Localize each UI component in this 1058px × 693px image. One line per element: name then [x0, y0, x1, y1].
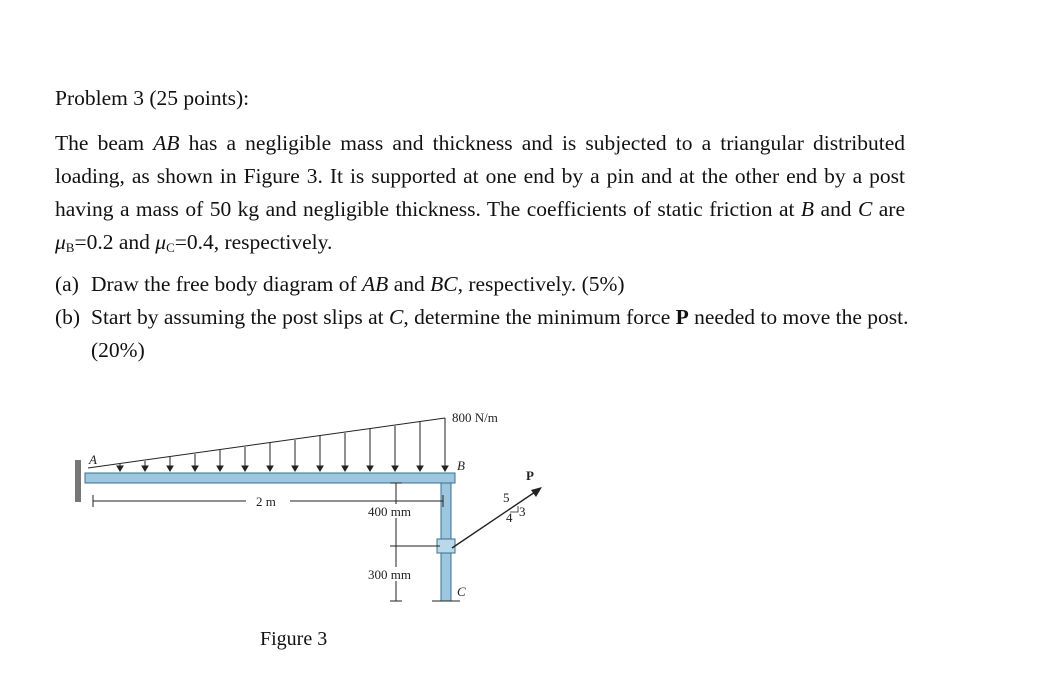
are-word: are [872, 197, 906, 221]
label-c: C [457, 584, 466, 599]
figure-3-diagram [60, 400, 560, 615]
figure-caption: Figure 3 [260, 628, 328, 650]
slope-4: 4 [506, 510, 513, 525]
part-a [55, 268, 915, 301]
mu-c-symbol: μ [155, 230, 167, 254]
part-b-label: (b) [55, 305, 81, 329]
and-word: and [814, 197, 858, 221]
part-b-p: P [675, 305, 689, 329]
mu-b-subscript: B [65, 240, 75, 255]
mu-b-symbol: μ [55, 230, 66, 254]
point-c: C [857, 197, 873, 221]
dim-300-label: 300 mm [368, 567, 411, 582]
label-b: B [457, 458, 465, 473]
slope-3: 3 [519, 504, 526, 519]
part-a-text [91, 268, 915, 301]
intro-text-1: The beam [55, 131, 154, 155]
part-b [55, 301, 915, 367]
part-b-text-3: needed to move the post. (20%) [91, 305, 909, 362]
label-a: A [89, 452, 97, 467]
part-a-text-1: Draw the free body diagram of [91, 272, 363, 296]
part-a-ab: AB [362, 272, 389, 296]
part-b-c: C [389, 305, 404, 329]
part-b-text [91, 301, 915, 367]
part-a-and: and [388, 272, 431, 296]
mu-b-value: =0.2 and [74, 230, 156, 254]
dim-400-label: 400 mm [368, 504, 411, 519]
problem-statement [55, 127, 905, 264]
part-a-label: (a) [55, 272, 79, 296]
problem-title: Problem 3 (25 points): [55, 86, 250, 110]
part-b-text-1: Start by assuming the post slips at [91, 305, 390, 329]
part-a-text-2: , respectively. (5%) [457, 272, 625, 296]
load-arrows [117, 418, 448, 471]
label-p: P [526, 468, 534, 483]
wall-support [75, 460, 81, 502]
mu-c-subscript: C [166, 240, 175, 255]
point-b: B [800, 197, 815, 221]
slope-5: 5 [503, 490, 510, 505]
mu-c-value: =0.4, respectively. [174, 230, 333, 254]
question-parts [55, 268, 915, 367]
load-label: 800 N/m [452, 410, 498, 425]
intro-text-2: has a negligible mass and thickness and is subjected to a triangular distributed loading, as shown in Figure 3. It is supported at one end by a pin and at the other end by a post having a mass of 50 kg and negligible thickness. The coefficients of static friction at [55, 131, 905, 221]
beam-ab [85, 473, 455, 483]
load-top-line [88, 418, 445, 468]
beam-name: AB [153, 131, 180, 155]
force-p-arrowhead [531, 487, 542, 497]
span-label: 2 m [256, 494, 276, 509]
part-b-text-2: , determine the minimum force [403, 305, 676, 329]
part-a-bc: BC [430, 272, 458, 296]
force-p-line [452, 490, 538, 548]
